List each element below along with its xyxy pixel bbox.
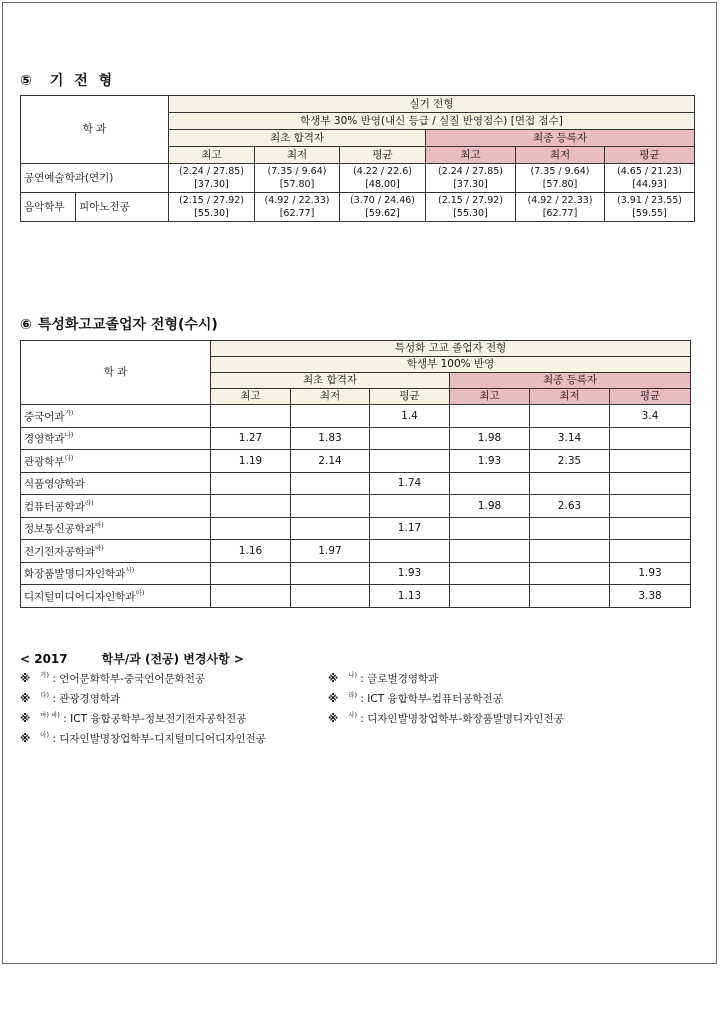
vocational-admission-table <box>20 340 691 608</box>
dept-name: 컴퓨터공학과$^{라)}$ <box>21 495 211 518</box>
score-cell <box>291 585 370 608</box>
score-cell: (4.22 / 22.6) [48.00] <box>340 164 426 193</box>
score-cell <box>370 495 450 518</box>
score-cell <box>530 405 610 428</box>
score-cell <box>291 405 370 428</box>
score-cell: (3.91 / 23.55) [59.55] <box>605 193 695 222</box>
dept-header: 학 과 <box>21 96 169 164</box>
col-max: 최고 <box>169 147 255 164</box>
dept-name: 음악학부 <box>21 193 76 222</box>
score-cell: 3.38 <box>610 585 691 608</box>
score-cell <box>450 540 530 563</box>
table-row <box>21 427 691 450</box>
score-cell <box>450 405 530 428</box>
practical-admission-table <box>20 95 695 222</box>
score-cell: 3.14 <box>530 427 610 450</box>
table-row <box>21 540 691 563</box>
final-enroll-header: 최종 등록자 <box>450 373 691 389</box>
table-row <box>21 193 695 222</box>
score-cell: 1.16 <box>211 540 291 563</box>
score-cell <box>450 472 530 495</box>
section-number: ⑤ <box>20 73 32 89</box>
note-item: ※ $^{나)}$ : 글로벌경영학과 <box>328 671 439 685</box>
score-cell <box>610 472 691 495</box>
note-item: ※ $^{라)}$ : ICT 융합학부-컴퓨터공학전공 <box>328 691 503 705</box>
score-cell: 2.63 <box>530 495 610 518</box>
score-cell: 1.27 <box>211 427 291 450</box>
score-cell: 1.4 <box>370 405 450 428</box>
score-cell <box>291 517 370 540</box>
dept-name: 화장품발명디자인학과$^{사)}$ <box>21 562 211 585</box>
final-enroll-header: 최종 등록자 <box>426 130 695 147</box>
score-cell: 1.93 <box>610 562 691 585</box>
score-cell: (7.35 / 9.64) [57.80] <box>516 164 605 193</box>
score-cell <box>211 562 291 585</box>
col-min: 최저 <box>255 147 340 164</box>
dept-name: 식품영양학과 <box>21 472 211 495</box>
score-cell <box>211 405 291 428</box>
score-cell <box>370 427 450 450</box>
score-cell <box>370 540 450 563</box>
score-cell <box>291 472 370 495</box>
score-cell <box>610 540 691 563</box>
col-avg: 평균 <box>370 389 450 405</box>
col-avg: 평균 <box>605 147 695 164</box>
section-title <box>20 314 218 334</box>
score-cell <box>530 585 610 608</box>
dept-name: 전기전자공학과$^{바)}$ <box>21 540 211 563</box>
score-cell: 2.14 <box>291 450 370 473</box>
dept-name: 관광학부$^{다)}$ <box>21 450 211 473</box>
score-cell: (2.15 / 27.92) [55.30] <box>426 193 516 222</box>
dept-name: 경영학과$^{나)}$ <box>21 427 211 450</box>
score-cell: (4.92 / 22.33) [62.77] <box>255 193 340 222</box>
table-row <box>21 562 691 585</box>
admission-type-header: 실기 전형 <box>169 96 695 113</box>
score-cell: (2.24 / 27.85) [37.30] <box>426 164 516 193</box>
score-cell <box>530 562 610 585</box>
score-cell: (2.15 / 27.92) [55.30] <box>169 193 255 222</box>
score-cell <box>450 517 530 540</box>
score-cell <box>530 472 610 495</box>
major-name: 피아노전공 <box>76 193 169 222</box>
score-cell: 1.97 <box>291 540 370 563</box>
table-row <box>21 472 691 495</box>
score-cell: (4.92 / 22.33) [62.77] <box>516 193 605 222</box>
admission-type-header: 특성화 고교 졸업자 전형 <box>211 341 691 357</box>
col-max: 최고 <box>211 389 291 405</box>
section-title <box>20 70 115 90</box>
col-max: 최고 <box>426 147 516 164</box>
score-cell: 1.98 <box>450 427 530 450</box>
score-cell: (3.70 / 24.46) [59.62] <box>340 193 426 222</box>
score-cell <box>211 472 291 495</box>
score-cell: 1.83 <box>291 427 370 450</box>
score-cell: 2.35 <box>530 450 610 473</box>
section-heading: 기 전 형 <box>49 73 116 89</box>
note-item: ※ $^{가)}$ : 언어문화학부-중국언어문화전공 <box>20 671 206 685</box>
score-cell: 1.17 <box>370 517 450 540</box>
score-cell <box>610 517 691 540</box>
col-min: 최저 <box>530 389 610 405</box>
score-cell <box>291 562 370 585</box>
score-cell <box>450 585 530 608</box>
table-row <box>21 405 691 428</box>
section-heading: 특성화고교졸업자 전형(수시) <box>37 317 218 333</box>
score-cell <box>211 495 291 518</box>
dept-name: 디지털미디어디자인학과$^{아)}$ <box>21 585 211 608</box>
note-item: ※ $^{마) 바)}$ : ICT 융합공학부-정보전기전자공학전공 <box>20 711 247 725</box>
score-cell <box>610 427 691 450</box>
table-row <box>21 164 695 193</box>
note-item: ※ $^{사)}$ : 디자인발명창업학부-화장품발명디자인전공 <box>328 711 564 725</box>
initial-admit-header: 최초 합격자 <box>169 130 426 147</box>
score-cell: (7.35 / 9.64) [57.80] <box>255 164 340 193</box>
score-cell: 1.19 <box>211 450 291 473</box>
table-row <box>21 495 691 518</box>
col-max: 최고 <box>450 389 530 405</box>
col-avg: 평균 <box>610 389 691 405</box>
col-min: 최저 <box>291 389 370 405</box>
dept-name: 정보통신공학과$^{마)}$ <box>21 517 211 540</box>
score-cell <box>370 450 450 473</box>
note-item: ※ $^{다)}$ : 관광경영학과 <box>20 691 121 705</box>
score-cell <box>450 562 530 585</box>
score-cell <box>211 585 291 608</box>
score-cell: 1.74 <box>370 472 450 495</box>
score-cell <box>530 517 610 540</box>
table-row <box>21 450 691 473</box>
section-number: ⑥ <box>20 317 32 333</box>
dept-name: 공연예술학과(연기) <box>21 164 169 193</box>
score-cell: 1.13 <box>370 585 450 608</box>
dept-header: 학 과 <box>21 341 211 405</box>
dept-name: 중국어과$^{가)}$ <box>21 405 211 428</box>
table-row <box>21 517 691 540</box>
initial-admit-header: 최초 합격자 <box>211 373 450 389</box>
notes-title: < 2017 학부/과 (전공) 변경사항 > <box>20 652 244 666</box>
score-cell: (4.65 / 21.23) [44.93] <box>605 164 695 193</box>
score-basis-header: 학생부 100% 반영 <box>211 357 691 373</box>
score-cell <box>610 495 691 518</box>
score-cell: 1.98 <box>450 495 530 518</box>
table-body <box>21 405 691 608</box>
score-cell: (2.24 / 27.85) [37.30] <box>169 164 255 193</box>
score-cell <box>610 450 691 473</box>
score-cell: 3.4 <box>610 405 691 428</box>
col-min: 최저 <box>516 147 605 164</box>
table-row <box>21 585 691 608</box>
score-basis-header: 학생부 30% 반영(내신 등급 / 실질 반영점수) [면접 점수] <box>169 113 695 130</box>
score-cell <box>291 495 370 518</box>
score-cell: 1.93 <box>370 562 450 585</box>
score-cell <box>530 540 610 563</box>
score-cell: 1.93 <box>450 450 530 473</box>
col-avg: 평균 <box>340 147 426 164</box>
score-cell <box>211 517 291 540</box>
note-item: ※ $^{아)}$ : 디자인발명창업학부-디지털미디어디자인전공 <box>20 731 266 745</box>
